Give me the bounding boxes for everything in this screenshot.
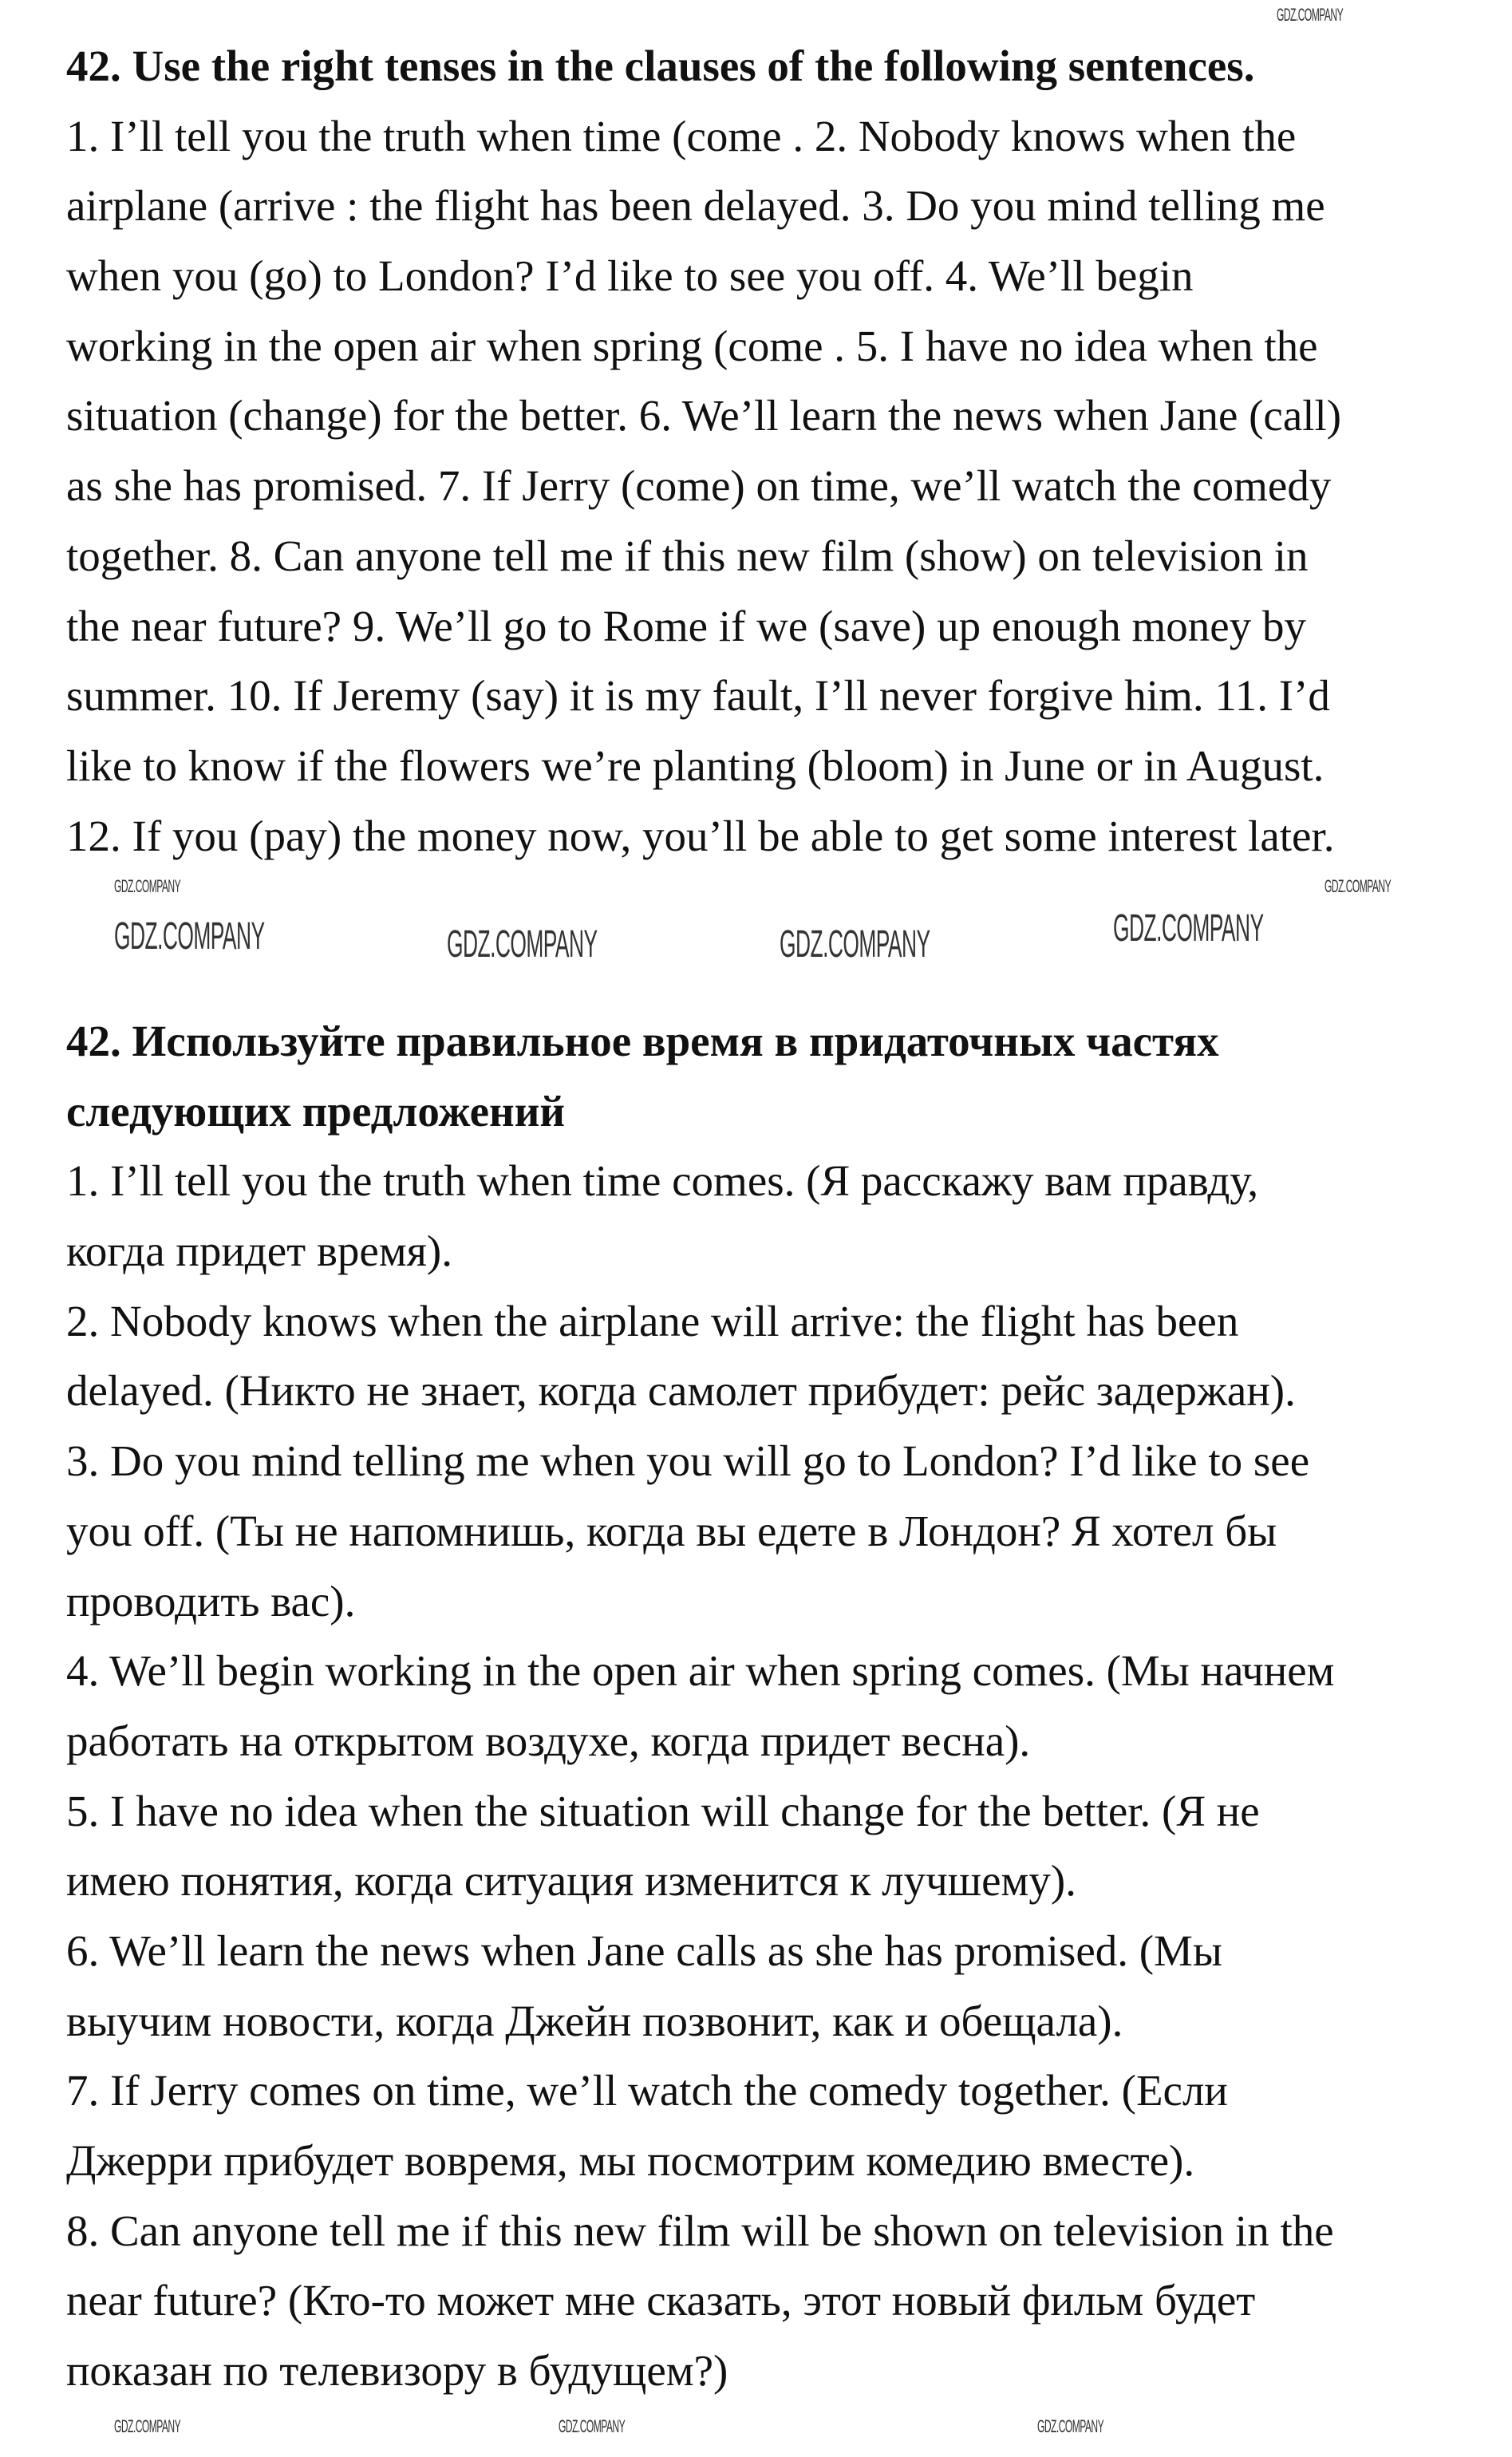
text-line: like to know if the flowers we’re planting (bloom) in June or in August.: [66, 741, 1324, 790]
exercise-text: [66, 101, 1439, 871]
text-line: working in the open air when spring (come . 5. I have no idea when the: [66, 321, 1318, 370]
watermark: GDZ.COMPANY: [447, 923, 598, 966]
text-line: near future? (Кто-то может мне сказать, этот новый фильм будет: [66, 2276, 1256, 2325]
text-line: имею понятия, когда ситуация изменится к лучшему).: [66, 1856, 1076, 1906]
text-line: when you (go) to London? I’d like to see you off. 4. We’ll begin: [66, 251, 1194, 301]
text-line: the near future? 9. We’ll go to Rome if we (save) up enough money by: [66, 601, 1306, 650]
text-line: выучим новости, когда Джейн позвонит, как и обещала).: [66, 1996, 1123, 2045]
watermark: GDZ.COMPANY: [1037, 2416, 1104, 2436]
text-line: summer. 10. If Jeremy (say) it is my fault, I’ll never forgive him. 11. I’d: [66, 671, 1330, 721]
translation-title: следующих предложений: [66, 1086, 566, 1136]
text-line: показан по телевизору в будущем?): [66, 2346, 728, 2396]
translation-text: [66, 1146, 1439, 2405]
text-line: 6. We’ll learn the news when Jane calls as she has promised. (Мы: [66, 1926, 1222, 1975]
text-line: delayed. (Никто не знает, когда самолет прибудет: рейс задержан).: [66, 1366, 1296, 1416]
text-line: you off. (Ты не напомнишь, когда вы едете в Лондон? Я хотел бы: [66, 1506, 1277, 1555]
text-line: Джерри прибудет вовремя, мы посмотрим комедию вместе).: [66, 2136, 1195, 2185]
watermark: GDZ.COMPANY: [1277, 5, 1344, 25]
text-line: 5. I have no idea when the situation will change for the better. (Я не: [66, 1786, 1260, 1835]
text-line: 8. Can anyone tell me if this new film will be shown on television in the: [66, 2206, 1334, 2255]
text-line: 2. Nobody knows when the airplane will arrive: the flight has been: [66, 1296, 1239, 1345]
translation-title: 42. Используйте правильное время в придаточных частях: [66, 1017, 1219, 1065]
text-line: situation (change) for the better. 6. We’ll learn the news when Jane (call): [66, 391, 1342, 440]
watermark: GDZ.COMPANY: [559, 2416, 626, 2436]
text-line: когда придет время).: [66, 1227, 452, 1276]
text-line: 1. I’ll tell you the truth when time comes. (Я расскажу вам правду,: [66, 1156, 1259, 1206]
watermark: GDZ.COMPANY: [114, 915, 265, 958]
exercise-title: 42. Use the right tenses in the clauses of the following sentences.: [66, 41, 1255, 90]
text-line: airplane (arrive : the flight has been delayed. 3. Do you mind telling me: [66, 181, 1325, 231]
watermark: GDZ.COMPANY: [1113, 907, 1264, 950]
watermark: GDZ.COMPANY: [114, 2416, 181, 2436]
exercise-section: [66, 31, 1439, 871]
text-line: 12. If you (pay) the money now, you’ll be able to get some interest later.: [66, 811, 1335, 860]
watermark: GDZ.COMPANY: [780, 923, 930, 966]
text-line: together. 8. Can anyone tell me if this new film (show) on television in: [66, 531, 1309, 580]
watermark: GDZ.COMPANY: [114, 876, 181, 896]
text-line: 3. Do you mind telling me when you will go to London? I’d like to see: [66, 1436, 1310, 1486]
text-line: 7. If Jerry comes on time, we’ll watch the comedy together. (Если: [66, 2066, 1228, 2115]
text-line: работать на открытом воздухе, когда придет весна).: [66, 1716, 1031, 1765]
text-line: 1. I’ll tell you the truth when time (come . 2. Nobody knows when the: [66, 111, 1297, 160]
text-line: as she has promised. 7. If Jerry (come) on time, we’ll watch the comedy: [66, 461, 1332, 511]
text-line: проводить вас).: [66, 1576, 356, 1625]
text-line: 4. We’ll begin working in the open air when spring comes. (Мы начнем: [66, 1646, 1335, 1696]
translation-section: [66, 1006, 1439, 2406]
watermark: GDZ.COMPANY: [1324, 876, 1392, 896]
